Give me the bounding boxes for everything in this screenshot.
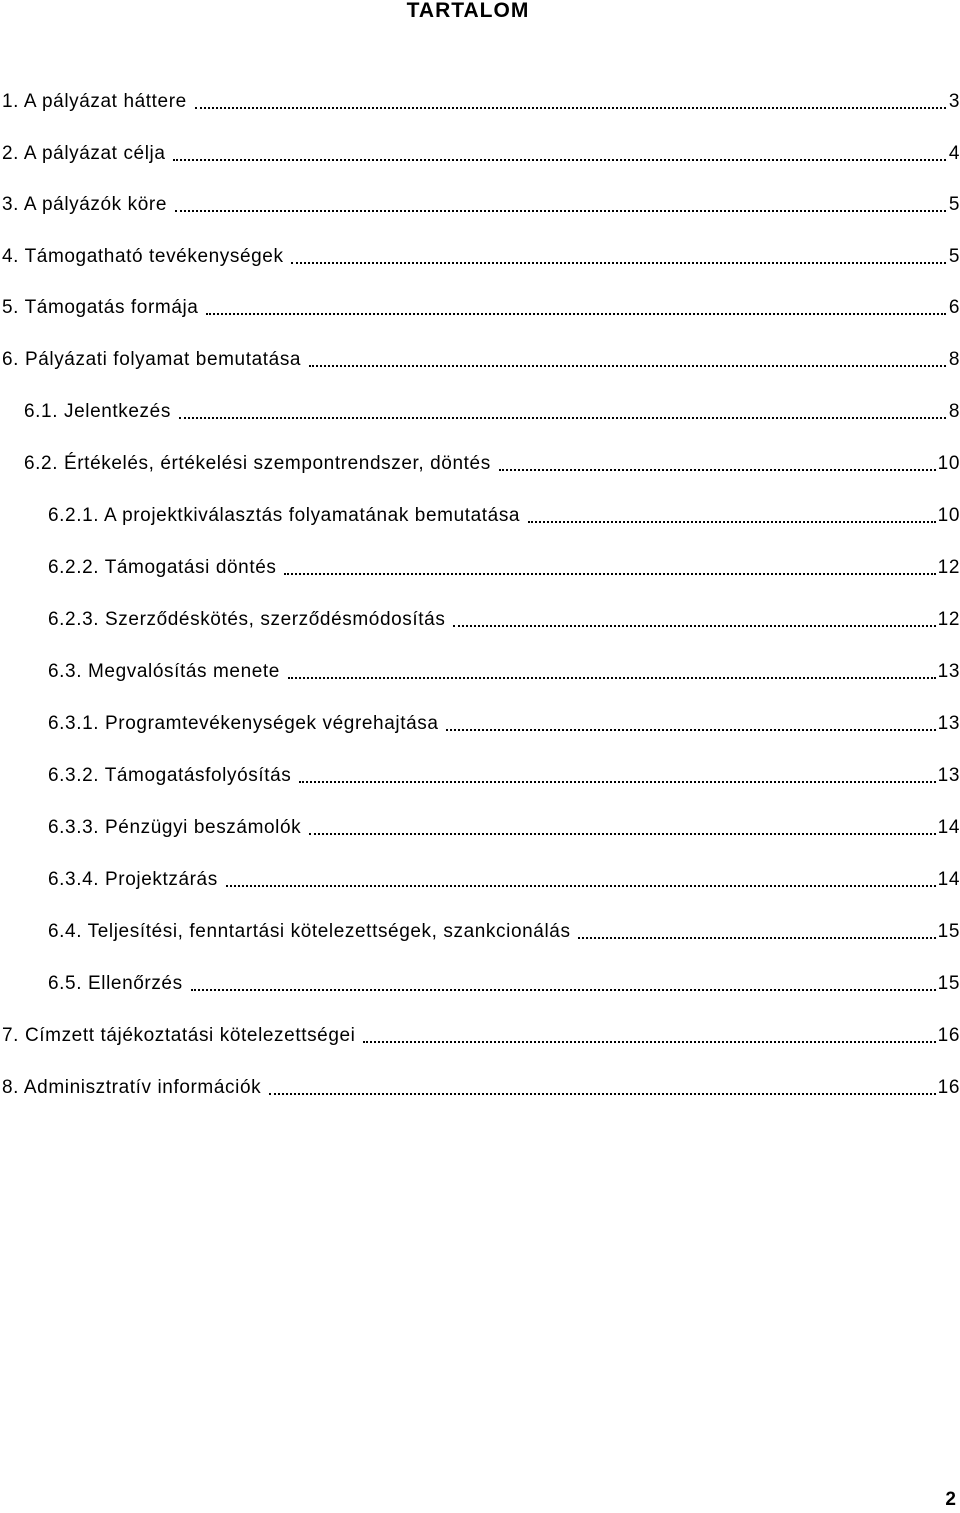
toc-entry-number: 6.3.1. xyxy=(48,713,100,734)
dot-leader xyxy=(499,463,936,471)
toc-entry-number: 1. xyxy=(2,91,20,112)
toc-entry-number: 6.2.3. xyxy=(48,609,100,630)
toc-entry-page: 16 xyxy=(937,1077,960,1098)
toc-entry-number: 6.3.4. xyxy=(48,869,100,890)
dot-leader xyxy=(173,153,946,161)
toc-entry-title: Teljesítési, fenntartási kötelezettségek, szankcionálás xyxy=(87,921,571,942)
toc-entry-title: Támogatásfolyósítás xyxy=(104,765,292,786)
dot-leader xyxy=(309,827,936,835)
toc-entry-page: 5 xyxy=(948,194,960,215)
toc-entry-title: Adminisztratív információk xyxy=(23,1077,262,1098)
dot-leader xyxy=(309,359,946,367)
toc-entry xyxy=(24,451,960,477)
toc-entry-title: Támogatható tevékenységek xyxy=(24,246,284,267)
toc-entry-page: 15 xyxy=(937,973,960,994)
toc-entry-page: 13 xyxy=(937,713,960,734)
toc-entry-title: A pályázat háttere xyxy=(23,91,187,112)
toc-entry-title: Pénzügyi beszámolók xyxy=(105,817,302,838)
dot-leader xyxy=(191,983,936,991)
toc-entry-number: 3. xyxy=(2,194,20,215)
toc-entry-title: Projektzárás xyxy=(105,869,218,890)
dot-leader xyxy=(363,1035,935,1043)
toc-entry-title: Ellenőrzés xyxy=(87,973,183,994)
toc-entry-page: 15 xyxy=(937,921,960,942)
toc-entry-title: Támogatás formája xyxy=(24,297,199,318)
toc-entry xyxy=(2,192,960,218)
toc-entry xyxy=(2,89,960,115)
toc-entry-page: 14 xyxy=(937,869,960,890)
toc-entry-page: 3 xyxy=(948,91,960,112)
toc-entry xyxy=(48,815,960,841)
toc-entry xyxy=(48,867,960,893)
toc-entry-page: 8 xyxy=(948,349,960,370)
dot-leader xyxy=(288,671,936,679)
toc-entry-number: 6.2.1. xyxy=(48,505,100,526)
toc-entry-page: 4 xyxy=(948,143,960,164)
toc-entry-title: A projektkiválasztás folyamatának bemutatása xyxy=(103,505,521,526)
toc-entry-number: 6.3.3. xyxy=(48,817,100,838)
dot-leader xyxy=(269,1087,936,1095)
toc-entry xyxy=(2,1023,960,1049)
toc-entry-page: 12 xyxy=(937,557,960,578)
toc-entry-title: Szerződéskötés, szerződésmódosítás xyxy=(105,609,446,630)
toc-entry-page: 8 xyxy=(948,401,960,422)
dot-leader xyxy=(195,101,946,109)
dot-leader xyxy=(299,775,935,783)
toc-entry-title: Támogatási döntés xyxy=(104,557,277,578)
toc-entry xyxy=(48,971,960,997)
toc-entry-number: 2. xyxy=(2,143,20,164)
toc-entry-number: 6.4. xyxy=(48,921,83,942)
toc-entry-page: 13 xyxy=(937,765,960,786)
dot-leader xyxy=(578,931,935,939)
toc-entry-number: 6.5. xyxy=(48,973,83,994)
toc-entry xyxy=(2,141,960,167)
toc-entry-page: 10 xyxy=(937,505,960,526)
toc-entry-number: 6.1. xyxy=(24,401,59,422)
document-title: TARTALOM xyxy=(406,0,530,22)
toc-entry xyxy=(24,399,960,425)
dot-leader xyxy=(175,204,946,212)
dot-leader xyxy=(453,619,935,627)
toc-entry xyxy=(48,763,960,789)
dot-leader xyxy=(179,411,946,419)
toc-entry-page: 5 xyxy=(948,246,960,267)
toc-entry xyxy=(48,555,960,581)
toc-entry-page: 12 xyxy=(937,609,960,630)
toc-entry xyxy=(2,1075,960,1101)
toc-entry-page: 13 xyxy=(937,661,960,682)
toc-entry-title: A pályázók köre xyxy=(23,194,168,215)
toc-entry-title: Pályázati folyamat bemutatása xyxy=(24,349,302,370)
toc-entry-number: 6. xyxy=(2,349,20,370)
toc-entry-number: 6.3. xyxy=(48,661,83,682)
toc-entry-number: 6.3.2. xyxy=(48,765,100,786)
dot-leader xyxy=(528,515,936,523)
toc-entry-number: 7. xyxy=(2,1025,20,1046)
toc-entry-page: 16 xyxy=(937,1025,960,1046)
toc-entry-number: 8. xyxy=(2,1077,20,1098)
toc-entry-page: 14 xyxy=(937,817,960,838)
toc-entry-number: 4. xyxy=(2,246,20,267)
toc-entry-number: 6.2. xyxy=(24,453,59,474)
toc-entry xyxy=(48,607,960,633)
toc-entry-title: A pályázat célja xyxy=(23,143,166,164)
toc-entry xyxy=(48,919,960,945)
toc-entry-page: 6 xyxy=(948,297,960,318)
toc-entry-page: 10 xyxy=(937,453,960,474)
dot-leader xyxy=(226,879,936,887)
toc-entry-number: 5. xyxy=(2,297,20,318)
toc-entry xyxy=(48,711,960,737)
toc-entry-title: Megvalósítás menete xyxy=(87,661,280,682)
toc-entry xyxy=(48,503,960,529)
dot-leader xyxy=(291,256,946,264)
dot-leader xyxy=(206,307,946,315)
toc-entry xyxy=(2,295,960,321)
page-number: 2 xyxy=(945,1489,956,1510)
dot-leader xyxy=(446,723,935,731)
toc-entry-number: 6.2.2. xyxy=(48,557,100,578)
toc-entry xyxy=(48,659,960,685)
toc-entry xyxy=(2,347,960,373)
toc-entry xyxy=(2,244,960,270)
toc-entry-title: Jelentkezés xyxy=(63,401,171,422)
toc-entry-title: Címzett tájékoztatási kötelezettségei xyxy=(24,1025,356,1046)
dot-leader xyxy=(284,567,935,575)
toc-entry-title: Programtevékenységek végrehajtása xyxy=(105,713,439,734)
toc-entry-title: Értékelés, értékelési szempontrendszer, döntés xyxy=(63,453,491,474)
